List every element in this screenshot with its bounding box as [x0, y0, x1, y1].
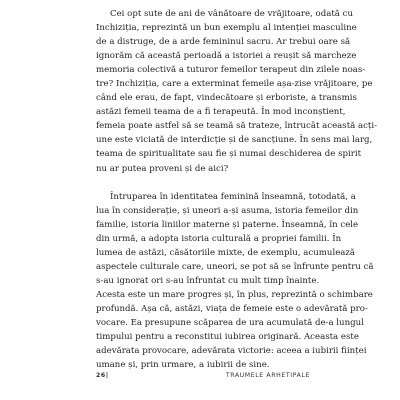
text-line: profundă. Așa că, astăzi, viața de femeie este o adevărată pro- [96, 303, 368, 314]
text-line: aspectele culturale care, uneori, se pot să se înfrunte pentru că [96, 261, 374, 272]
text-line: vocare. Ea presupune scăparea de ura acumulată de-a lungul [96, 317, 364, 328]
paragraph-2 [96, 190, 374, 373]
text-line: une este viciată de interdicție și de sancțiune. În sens mai larg, [96, 135, 373, 146]
text-line: de a distruge, de a arde femininul sacru. Ar trebui oare să [96, 37, 351, 48]
text-line: Acesta este un mare progres și, în plus, reprezintă o schimbare [96, 289, 373, 300]
text-line: ignorăm că această perioadă a istoriei a reușit să marcheze [96, 51, 357, 62]
body-text [96, 7, 378, 372]
text-line: femeia poate astfel să se teamă să trateze, întrucât această acți- [96, 121, 378, 132]
text-line: lua în considerație, și uneori a-și asuma, istoria femeilor din [96, 205, 359, 216]
text-line: când ele erau, de fapt, vindecătoare și erboriste, a transmis [96, 93, 357, 104]
paragraph-1 [96, 7, 378, 176]
text-line: tre? Inchiziția, care a exterminat femeile așa-zise vrăjitoare, pe [96, 79, 373, 90]
text-line: Inchiziția, reprezintă un bun exemplu al intenției masculine [96, 23, 357, 34]
text-line: Cei opt sute de ani de vânătoare de vrăjitoare, odată cu [110, 9, 353, 19]
text-line: umane și, prin urmare, a iubirii de sine. [96, 360, 270, 371]
text-line: teama de spiritualitate sau fie și numai deschiderea de spirit [96, 149, 362, 160]
text-line: astăzi femeii teama de a fi terapeută. În mod inconștient, [96, 107, 346, 118]
text-line: nu ar putea proveni și de aici? [96, 163, 229, 174]
text-line: din urmă, a adopta istoria culturală a propriei familii. În [96, 233, 342, 244]
page-number [96, 372, 109, 379]
text-line: timpului pentru a reconstitui iubirea originară. Aceasta este [96, 332, 359, 343]
text-line: adevărata provocare, adevărata victorie: aceea a iubirii ființei [96, 346, 367, 357]
text-line: Întruparea în identitatea feminină înseamnă, totodată, a [110, 191, 356, 202]
text-line: familie, istoria liniilor materne și paterne. Înseamnă, în cele [96, 219, 359, 230]
text-line: s-au ignorat ori s-au înfruntat cu mult timp înainte. [96, 275, 320, 286]
paragraph-spacer [96, 176, 310, 190]
text-line: lumea de astăzi, căsătoriile mixte, de exemplu, acumulează [96, 247, 356, 258]
page-number-value: 26 [96, 372, 106, 379]
running-title: TRAUMELE ARHETIPALE [225, 372, 310, 379]
page-number-separator: | [105, 372, 109, 379]
text-line: memoria colectivă a tuturor femeilor terapeut din zilele noas- [96, 65, 366, 76]
